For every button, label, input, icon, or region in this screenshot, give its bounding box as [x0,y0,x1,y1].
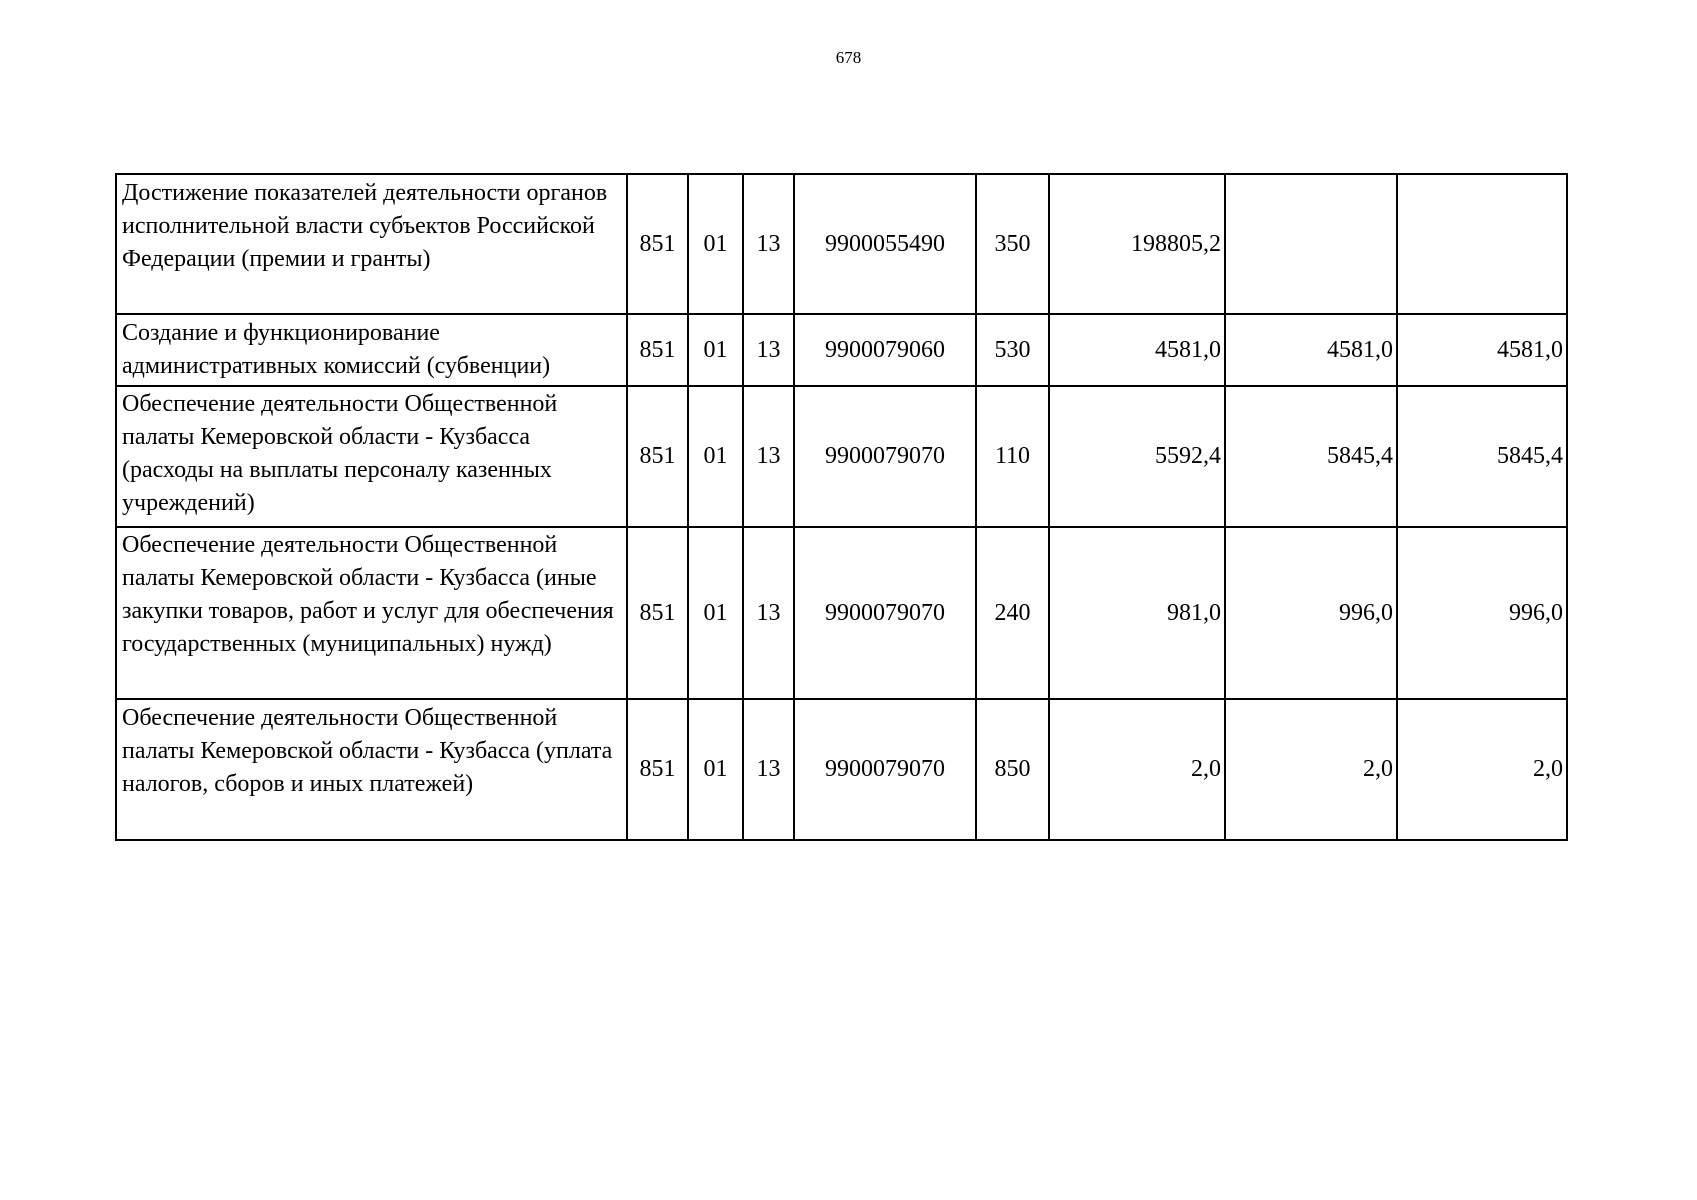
amount-year-2: 4581,0 [1225,314,1397,386]
ministry-code: 851 [627,527,688,699]
subsection-code: 13 [743,699,794,840]
amount-year-2 [1225,174,1397,314]
subsection-code: 13 [743,174,794,314]
row-description: Обеспечение деятельности Общественной палаты Кемеровской области - Кузбасса (уплата налогов, сборов и иных платежей) [116,699,627,840]
section-code: 01 [688,699,743,840]
page-number: 678 [835,48,862,67]
amount-year-3: 4581,0 [1397,314,1567,386]
table-row [116,174,1567,314]
expense-type-code: 530 [976,314,1049,386]
expense-type-code: 240 [976,527,1049,699]
subsection-code: 13 [743,314,794,386]
section-code: 01 [688,314,743,386]
amount-year-2: 2,0 [1225,699,1397,840]
ministry-code: 851 [627,174,688,314]
table-row [116,386,1567,527]
expense-type-code: 350 [976,174,1049,314]
section-code: 01 [688,527,743,699]
amount-year-1: 2,0 [1049,699,1225,840]
row-description: Обеспечение деятельности Общественной палаты Кемеровской области - Кузбасса (иные закупки товаров, работ и услуг для обеспечения государственных (муниципальных) нужд) [116,527,627,699]
amount-year-1: 5592,4 [1049,386,1225,527]
amount-year-3 [1397,174,1567,314]
row-description: Создание и функционирование административных комиссий (субвенции) [116,314,627,386]
amount-year-2: 5845,4 [1225,386,1397,527]
target-article-code: 9900055490 [794,174,976,314]
target-article-code: 9900079070 [794,699,976,840]
table-row [116,527,1567,699]
row-description: Обеспечение деятельности Общественной палаты Кемеровской области - Кузбасса (расходы на выплаты персоналу казенных учреждений) [116,386,627,527]
expense-type-code: 850 [976,699,1049,840]
amount-year-2: 996,0 [1225,527,1397,699]
table-row [116,314,1567,386]
subsection-code: 13 [743,386,794,527]
ministry-code: 851 [627,386,688,527]
section-code: 01 [688,174,743,314]
target-article-code: 9900079060 [794,314,976,386]
amount-year-3: 2,0 [1397,699,1567,840]
subsection-code: 13 [743,527,794,699]
amount-year-3: 996,0 [1397,527,1567,699]
expense-type-code: 110 [976,386,1049,527]
amount-year-1: 4581,0 [1049,314,1225,386]
ministry-code: 851 [627,699,688,840]
target-article-code: 9900079070 [794,527,976,699]
amount-year-1: 981,0 [1049,527,1225,699]
amount-year-1: 198805,2 [1049,174,1225,314]
table-row [116,699,1567,840]
row-description: Достижение показателей деятельности органов исполнительной власти субъектов Российской Федерации (премии и гранты) [116,174,627,314]
ministry-code: 851 [627,314,688,386]
section-code: 01 [688,386,743,527]
target-article-code: 9900079070 [794,386,976,527]
budget-table [115,173,1568,841]
amount-year-3: 5845,4 [1397,386,1567,527]
